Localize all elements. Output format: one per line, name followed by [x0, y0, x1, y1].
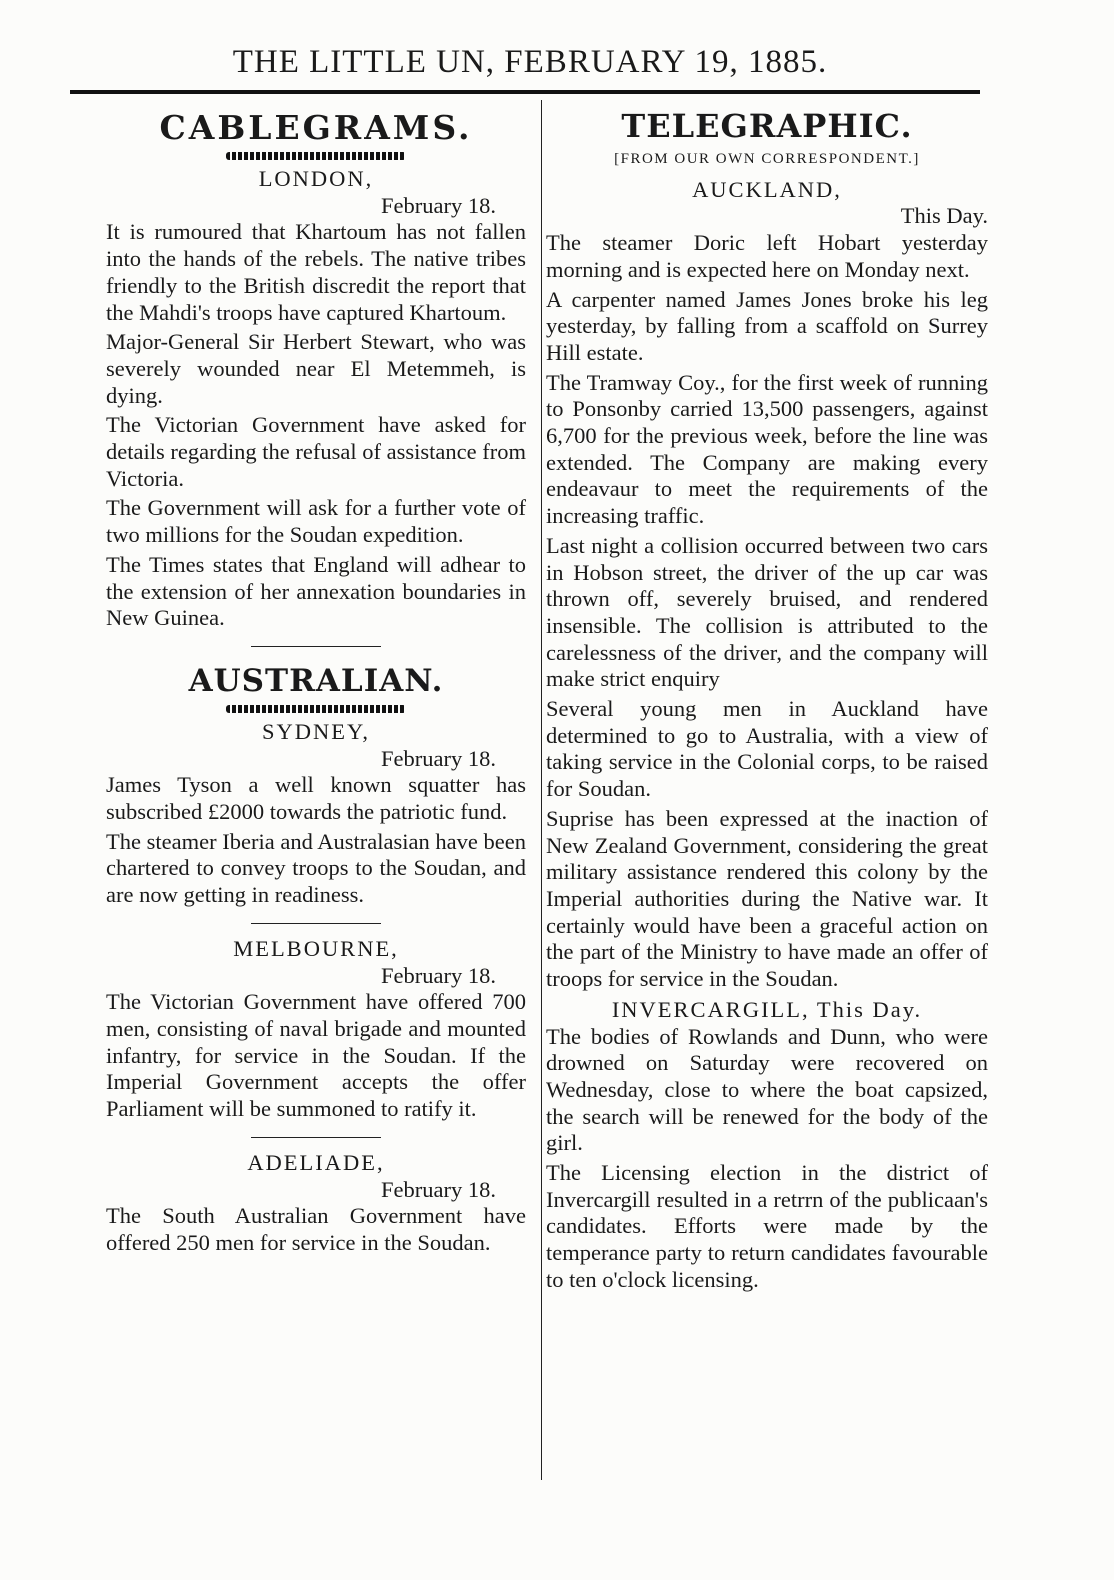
article-paragraph: The steamer Doric left Hobart yesterday morning and is expected here on Monday next. — [546, 230, 988, 282]
section-rule — [251, 646, 381, 647]
article-paragraph: James Tyson a well known squatter has subscribed £2000 towards the patriotic fund. — [106, 772, 526, 825]
masthead: THE LITTLE UN, FEBRUARY 19, 1885. — [232, 44, 828, 80]
article-paragraph: The South Australian Government have offered 250 men for service in the Soudan. — [106, 1203, 526, 1255]
article-paragraph: Several young men in Auckland have determined to go to Australia, with a view of taking service in the Colonial corps, to be raised for Soudan. — [546, 696, 988, 802]
article-paragraph: Major-General Sir Herbert Stewart, who was severely wounded near El Metemmeh, is dying. — [106, 329, 526, 408]
masthead-rule — [70, 90, 980, 94]
article-paragraph: The Licensing election in the district of Invercargill resulted in a retrrn of the publicaan's candidates. Efforts were made by the temperance party to return candidates favourable to ten o'clock licensing. — [546, 1160, 988, 1292]
auckland-date: This Day. — [900, 203, 988, 229]
melbourne-date: February 18. — [381, 962, 496, 988]
left-column — [106, 106, 526, 1260]
article-paragraph: The Government will ask for a further vote of two millions for the Soudan expedition. — [106, 495, 526, 548]
telegraphic-heading: TELEGRAPHIC. — [621, 107, 913, 145]
correspondent-note: [FROM OUR OWN CORRESPONDENT.] — [614, 151, 920, 167]
article-paragraph: The Victorian Government have offered 700 men, consisting of naval brigade and mounted infantry, for service in the Soudan. If the Imperial Government accepts the offer Parliament will be summoned to ratify it. — [106, 989, 526, 1122]
invercargill-dateline: INVERCARGILL, This Day. — [611, 996, 923, 1022]
right-column — [546, 106, 988, 1297]
adelaide-date: February 18. — [381, 1176, 496, 1202]
article-paragraph: The bodies of Rowlands and Dunn, who were drowned on Saturday were recovered on Wednesday, close to where the boat capsized, the search will be renewed for the body of the girl. — [546, 1023, 988, 1156]
london-date: February 18. — [381, 192, 496, 218]
wavy-rule — [226, 152, 406, 160]
cablegrams-heading: CABLEGRAMS. — [159, 108, 473, 147]
column-divider — [541, 100, 542, 1480]
london-dateline: LONDON, — [258, 166, 374, 191]
article-paragraph: Last night a collision occurred between two cars in Hobson street, the driver of the up car was thrown off, severely bruised, and rendered insensible. The collision is attributed to the carelessness of the driver, and the company will make strict enquiry — [546, 532, 988, 692]
article-paragraph: It is rumoured that Khartoum has not fallen into the hands of the rebels. The native tribes friendly to the British discredit the report that the Mahdi's troops have captured Khartoum. — [106, 219, 526, 325]
melbourne-dateline: MELBOURNE, — [233, 935, 399, 961]
article-paragraph: The steamer Iberia and Australasian have been chartered to convey troops to the Soudan, and are now getting in readiness. — [106, 828, 526, 908]
wavy-rule — [226, 705, 406, 713]
sydney-date: February 18. — [381, 745, 496, 771]
article-paragraph: Suprise has been expressed at the inaction of New Zealand Government, considering the great military assistance rendered this colony by the Imperial authorities during the Native war. It certainly would have been a graceful action on the part of the Ministry to have made an offer of troops for service in the Soudan. — [546, 805, 988, 992]
article-paragraph: The Tramway Coy., for the first week of running to Ponsonby carried 13,500 passengers, against 6,700 for the previous week, before the line was extended. The Company are making every endeavaur to meet the requirements of the increasing traffic. — [546, 369, 988, 529]
sydney-dateline: SYDNEY, — [262, 718, 370, 744]
article-paragraph: A carpenter named James Jones broke his leg yesterday, by falling from a scaffold on Surrey Hill estate. — [546, 286, 988, 365]
adelaide-dateline: ADELIADE, — [247, 1149, 385, 1175]
article-paragraph: The Times states that England will adhear to the extension of her annexation boundaries in New Guinea. — [106, 551, 526, 631]
section-rule — [251, 923, 381, 924]
auckland-dateline: AUCKLAND, — [692, 176, 842, 202]
australian-heading: AUSTRALIAN. — [188, 662, 444, 699]
section-rule — [251, 1137, 381, 1138]
article-paragraph: The Victorian Government have asked for details regarding the refusal of assistance from Victoria. — [106, 412, 526, 491]
